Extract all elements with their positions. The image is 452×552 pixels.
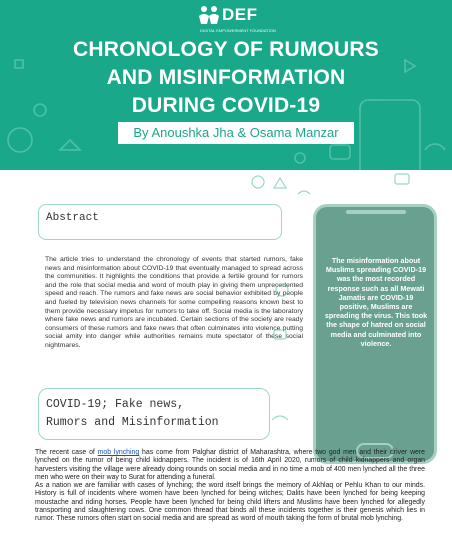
- byline: By Anoushka Jha & Osama Manzar: [118, 122, 354, 144]
- abstract-heading: Abstract: [46, 212, 99, 224]
- logo-tagline: DIGITAL EMPOWERMENT FOUNDATION: [200, 28, 276, 33]
- decorative-side-icons: [262, 270, 322, 450]
- title-line-3: DURING COVID-19: [131, 94, 321, 117]
- paragraph-1-start: The recent case of: [35, 449, 98, 456]
- section-heading: [46, 396, 266, 432]
- section-heading-line-2: Rumors and Misinformation: [46, 416, 219, 429]
- paragraph-2: As a nation we are familiar with cases of lynching; the word itself brings the memory of Akhlaq or Pehlu Khan to our minds. History is full of incidents where women have been lynched for being witches; Dalits have been lynched for being keeping moustache and riding horses. People have been lynched for being child lifters and Muslims have been lynched for allegedly transporting and slaughtering cows. One common thread that binds all these incidents together is their genesis which lies in rumor. These rumors often start on social media and are spread as word of mouth taking the form of brutal mob lynching.: [35, 482, 425, 523]
- section-heading-line-1: COVID-19; Fake news,: [46, 398, 185, 411]
- title-line-2: AND MISINFORMATION: [106, 66, 346, 89]
- phone-speaker-icon: [346, 210, 406, 214]
- abstract-text: The article tries to understand the chronology of events that started rumors, fake news and misinformation about COVID-19 that eventually managed to spread across the communities. It highlights the conditions that provide a fertile ground for rumors and the role that social media and word of mouth play in giving them unprecedented speed and reach. The rumors and fake news are social behavior exhibited by people and fueled by television news channels for some compelling reasons known best to them provide necessary impetus for rumors to take off. Social media is the laboratory where fake news and rumors are incubated. Certain sections of the society are ready consumers of these rumors and fake news that often culminates into violence putting social amity into danger while authorities remains mute spectator of these social nightmares.: [45, 256, 303, 349]
- paragraph-1-rest: has come from Palghar district of Maharashtra, where two god men and their driver were lynched on the rumor of being child kidnappers. The incident is of 16th April 2020, rumors of child kidnappers and organ harvesters visiting the village were already doing rounds on social media and in no time a mob of 400 men lynched all the three men who were on their way to Surat for attending a funeral.: [35, 449, 425, 481]
- phone-quote: The misinformation about Muslims spreading COVID-19 was the most recorded response such as all Mewati Jamatis are COVID-19 positive, Muslims are spreading the virus. This took the shape of hatred on social media and culminated into violence.: [324, 256, 428, 348]
- logo-text: DEF: [222, 5, 258, 24]
- document-title: [20, 36, 432, 120]
- mob-lynching-link[interactable]: mob lynching: [97, 449, 140, 456]
- title-line-1: CHRONOLOGY OF RUMOURS: [73, 38, 379, 61]
- section-body: [35, 449, 425, 524]
